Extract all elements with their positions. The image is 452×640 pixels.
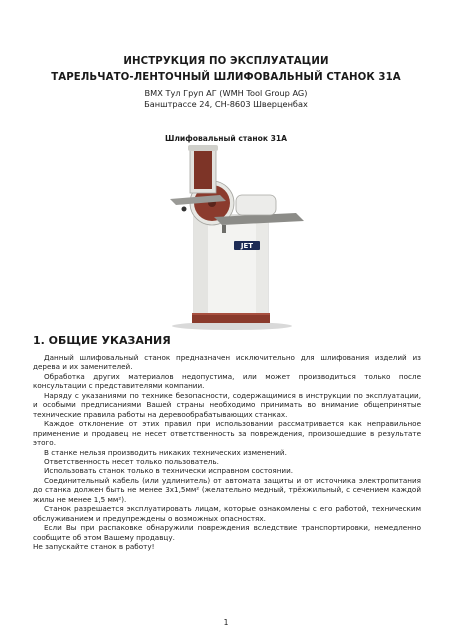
company-name: ВМХ Тул Груп АГ (WMH Tool Group AG) (144, 88, 308, 98)
paragraph: Использовать станок только в технически исправном состоянии. (44, 466, 294, 476)
title-line-2: ТАРЕЛЬЧАТО-ЛЕНТОЧНЫЙ ШЛИФОВАЛЬНЫЙ СТАНОК 31А (51, 72, 401, 83)
sander-machine-image (150, 143, 308, 331)
section-title: 1. ОБЩИЕ УКАЗАНИЯ (33, 334, 171, 347)
jet-logo: JET (240, 242, 254, 250)
paragraph: Если Вы при распаковке обнаружили повреждения вследствие транспортировки, немедленно сообщите об этом Вашему продавцу. (33, 523, 421, 542)
paragraph: Данный шлифовальный станок предназначен исключительно для шлифования изделий из дерева и их заменителей. (33, 353, 421, 372)
paragraph: Каждое отклонение от этих правил при использовании рассматривается как неправильное применение и продавец не несет ответственность за повреждения, произошедшие в результате этого. (33, 419, 421, 448)
title-line-1: ИНСТРУКЦИЯ ПО ЭКСПЛУАТАЦИИ (123, 56, 329, 67)
paragraph: Соединительный кабель (или удлинитель) от автомата защиты и от источника электропитания до станка должен быть не менее 3х1,5мм² (желательно медный, трёхжильный, с сечением каждой жилы не менее 1,5 мм²). (33, 475, 421, 504)
paragraph: Ответственность несет только пользователь. (44, 456, 219, 466)
page-number: 1 (223, 618, 229, 627)
paragraph: В станке нельзя производить никаких технических изменений. (44, 447, 287, 457)
paragraph: Станок разрешается эксплуатировать лицам, которые ознакомлены с его работой, техническим обслуживанием и предупреждены о возможных опасностях. (33, 504, 421, 523)
figure-caption: Шлифовальный станок 31А (164, 134, 288, 143)
paragraph-warning: Не запускайте станок в работу! (33, 542, 155, 552)
paragraph: Наряду с указаниями по технике безопасности, содержащимися в инструкции по эксплуатации, и особыми предписаниями Вашей страны необходимо принимать во внимание общепринятые технические правила работы на деревообрабатывающих станках. (33, 390, 421, 419)
company-address: Банштрассе 24, CH-8603 Шверценбах (144, 99, 308, 109)
paragraph: Обработка других материалов недопустима, или может производиться только после консультации с представителями компании. (33, 371, 421, 391)
section-body (33, 353, 421, 552)
